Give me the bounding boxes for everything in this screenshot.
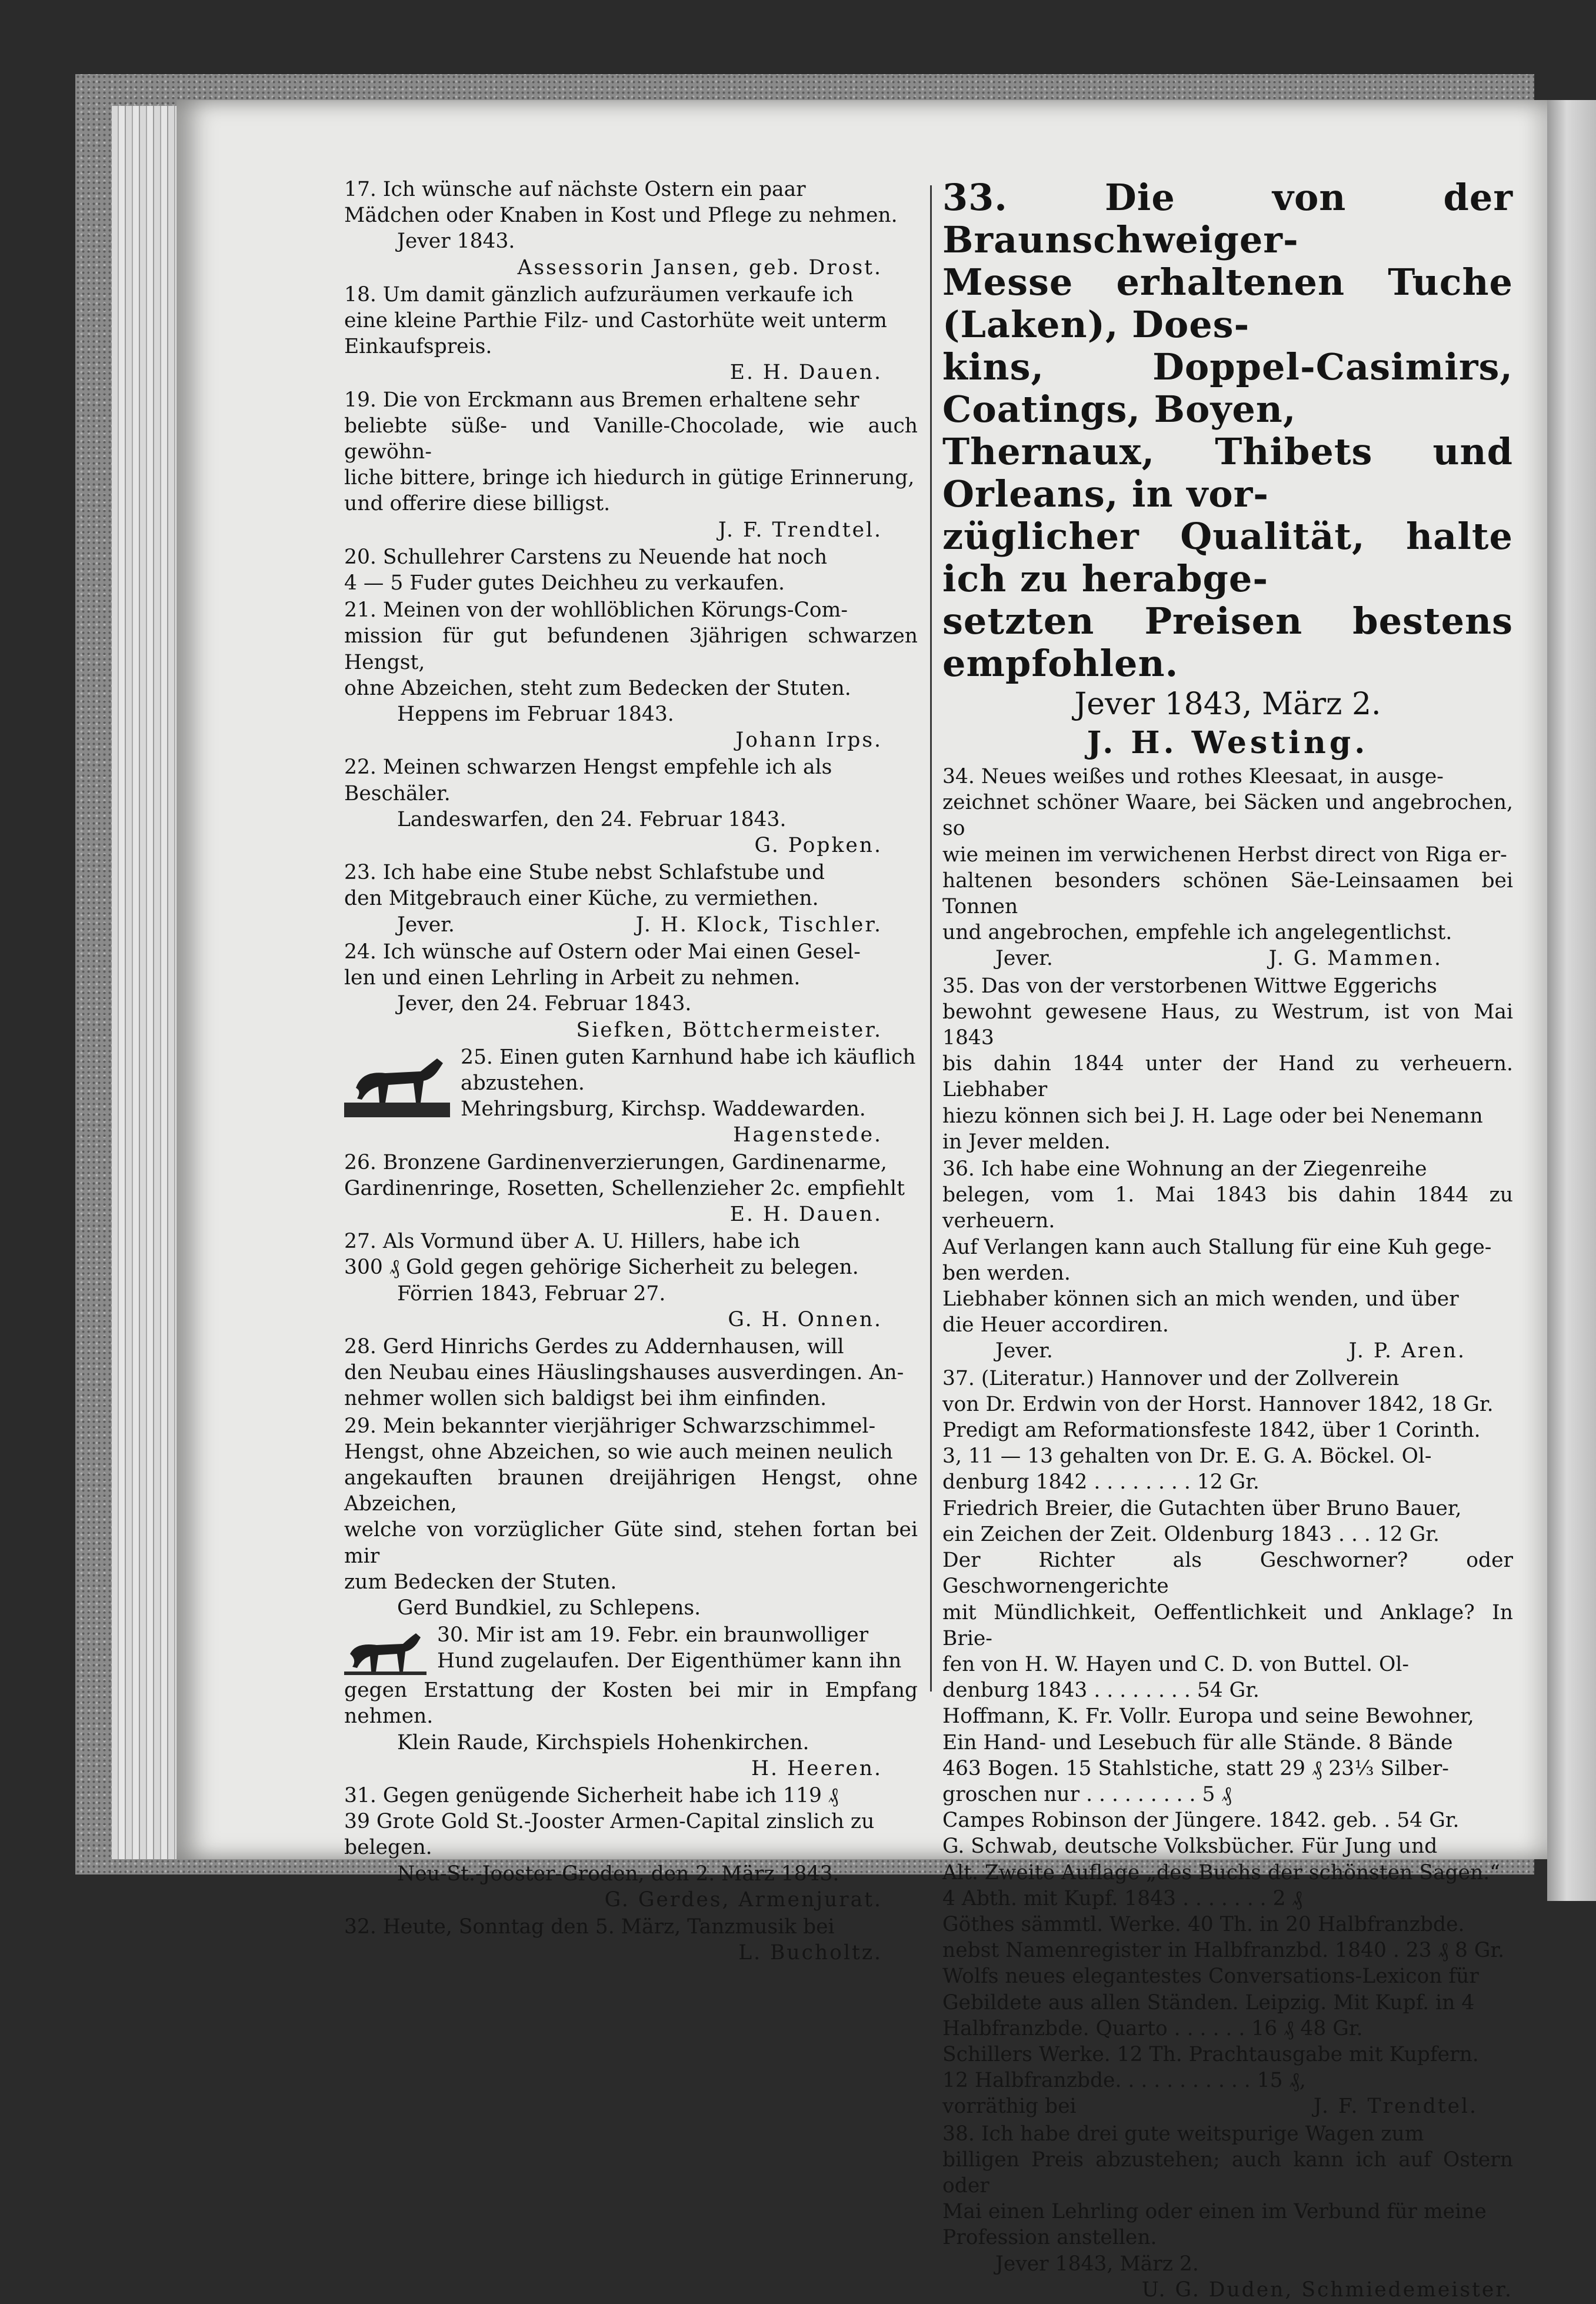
notice-25	[344, 1044, 918, 1148]
notice-text: Der Richter als Geschworner? oder Geschwornengerichte	[942, 1549, 1513, 1599]
left-column	[344, 177, 918, 1967]
notice-text: 17. Ich wünsche auf nächste Ostern ein paar	[344, 178, 806, 201]
notice-text: zum Bedecken der Stuten.	[344, 1570, 617, 1594]
notice-place	[942, 945, 1513, 971]
notice-place-text: Jever.	[397, 913, 455, 937]
notice-text-part: vorräthig bei	[942, 2095, 1077, 2119]
notice-text: Messe erhaltenen Tuche (Laken), Does-	[942, 261, 1513, 346]
notice-text: und angebrochen, empfehle ich angelegentlichst.	[942, 921, 1452, 945]
notice-signature: L. Bucholtz.	[738, 1941, 882, 1965]
notice-text: 31. Gegen genügende Sicherheit habe ich 119 ₰	[344, 1783, 839, 1807]
notice-21	[344, 597, 918, 753]
notice-text: zeichnet schöner Waare, bei Säcken und angebrochen, so	[942, 791, 1513, 841]
notice-text: 4 — 5 Fuder gutes Deichheu zu verkaufen.	[344, 571, 785, 595]
notice-signature: Siefken, Böttchermeister.	[576, 1018, 882, 1042]
notice-text: züglicher Qualität, halte ich zu herabge-	[942, 515, 1513, 600]
notice-18	[344, 282, 918, 386]
notice-place	[942, 1338, 1513, 1364]
notice-text: Göthes sämmtl. Werke. 40 Th. in 20 Halbfranzbde.	[942, 1912, 1465, 1936]
notice-text: kins, Doppel-Casimirs, Coatings, Boyen,	[942, 345, 1513, 431]
notice-text: 33. Die von der Braunschweiger-	[942, 176, 1513, 261]
notice-text: haltenen besonders schönen Säe-Leinsaamen bei Tonnen	[942, 868, 1513, 919]
notice-place: Förrien 1843, Februar 27.	[397, 1281, 666, 1306]
notice-text: Wolfs neues elegantestes Conversations-Lexicon für	[942, 1965, 1479, 1989]
notice-text: 35. Das von der verstorbenen Wittwe Eggerichs	[942, 974, 1437, 998]
notice-32	[344, 1914, 918, 1966]
notice-text: hiezu können sich bei J. H. Lage oder bei Nenemann	[942, 1104, 1483, 1128]
notice-text: Campes Robinson der Jüngere. 1842. geb. . 54 Gr.	[942, 1809, 1460, 1833]
notice-text: den Mitgebrauch einer Küche, zu vermiethen.	[344, 887, 819, 911]
notice-text: in Jever melden.	[942, 1130, 1111, 1154]
notice-text: 18. Um damit gänzlich aufzuräumen verkaufe ich	[344, 282, 854, 307]
notice-text: 300 ₰ Gold gegen gehörige Sicherheit zu belegen.	[344, 1256, 859, 1280]
notice-signature: E. H. Dauen.	[729, 361, 882, 385]
notice-place: Jever 1843, März 2.	[1074, 687, 1381, 722]
notice-text: Hoffmann, K. Fr. Vollr. Europa und seine Bewohner,	[942, 1704, 1474, 1729]
notice-text: belegen.	[344, 1836, 432, 1860]
notice-place: Heppens im Februar 1843.	[397, 702, 674, 727]
notice-24	[344, 939, 918, 1043]
notice-19	[344, 387, 918, 543]
notice-text: 28. Gerd Hinrichs Gerdes zu Addernhausen, will	[344, 1334, 844, 1359]
notice-text: 39 Grote Gold St.-Jooster Armen-Capital zinslich zu	[344, 1810, 875, 1834]
notice-text: setzten Preisen bestens empfohlen.	[942, 600, 1513, 685]
notice-31	[344, 1783, 918, 1913]
notice-text: abzustehen.	[461, 1071, 585, 1095]
notice-30	[344, 1622, 918, 1782]
notice-signature: J. H. Westing.	[1087, 725, 1369, 761]
notice-text: nehmer wollen sich baldigst bei ihm einfinden.	[344, 1387, 827, 1411]
notice-text: 37. (Literatur.) Hannover und der Zollverein	[942, 1366, 1400, 1390]
notice-text: nebst Namenregister in Halbfranzbd. 1840 . 23 ₰ 8 Gr.	[942, 1939, 1505, 1963]
notice-text: von Dr. Erdwin von der Horst. Hannover 1842, 18 Gr.	[942, 1392, 1494, 1416]
notice-text: 34. Neues weißes und rothes Kleesaat, in ausge-	[942, 765, 1444, 788]
notice-text: Ein Hand- und Lesebuch für alle Stände. 8 Bände	[942, 1730, 1453, 1754]
notice-text: und offerire diese billigst.	[344, 492, 611, 516]
notice-signature: Gerd Bundkiel, zu Schlepens.	[397, 1596, 701, 1620]
notice-text: beliebte süße- und Vanille-Chocolade, wie auch gewöhn-	[344, 414, 918, 464]
notice-text: 21. Meinen von der wohllöblichen Körungs-Com-	[344, 598, 848, 622]
notice-text: 30. Mir ist am 19. Febr. ein braunwolliger	[437, 1623, 869, 1647]
notice-text: Gardinenringe, Rosetten, Schellenzieher 2c. empfiehlt	[344, 1176, 905, 1200]
notice-36	[942, 1156, 1513, 1364]
notice-text: Halbfranzbde. Quarto . . . . . . 16 ₰ 48 Gr.	[942, 2016, 1363, 2040]
dog-woodcut-icon	[344, 1624, 427, 1677]
notice-place	[344, 912, 918, 938]
notice-35	[942, 973, 1513, 1155]
notice-text: angekauften braunen dreijährigen Hengst, ohne Abzeichen,	[344, 1466, 918, 1516]
notice-text: 4 Abth. mit Kupf. 1843 . . . . . . . 2 ₰	[942, 1886, 1302, 1910]
notice-text: Hund zugelaufen. Der Eigenthümer kann ihn	[437, 1649, 902, 1673]
notice-text: ein Zeichen der Zeit. Oldenburg 1843 . . . 12 Gr.	[942, 1522, 1440, 1546]
notice-place: Klein Raude, Kirchspiels Hohenkirchen.	[397, 1730, 809, 1754]
notice-text: belegen, vom 1. Mai 1843 bis dahin 1844 zu verheuern.	[942, 1183, 1513, 1233]
notice-37-literature	[942, 1366, 1513, 2120]
notice-text: fen von H. W. Hayen und C. D. von Buttel. Ol-	[942, 1652, 1410, 1676]
notice-place: Mehringsburg, Kirchsp. Waddewarden.	[461, 1097, 866, 1121]
notice-text: G. Schwab, deutsche Volksbücher. Für Jung und	[942, 1834, 1438, 1859]
notice-27	[344, 1228, 918, 1333]
notice-text: bis dahin 1844 unter der Hand zu verheuern. Liebhaber	[942, 1052, 1513, 1102]
right-column	[942, 177, 1513, 2304]
notice-signature: J. F. Trendtel.	[718, 518, 882, 542]
notice-text: len und einen Lehrling in Arbeit zu nehmen.	[344, 966, 801, 990]
notice-text: 23. Ich habe eine Stube nebst Schlafstube und	[344, 861, 825, 885]
notice-signature: J. F. Trendtel.	[1313, 2095, 1478, 2119]
notice-33	[942, 177, 1513, 763]
notice-text: 32. Heute, Sonntag den 5. März, Tanzmusik bei	[344, 1915, 835, 1939]
notice-text: Predigt am Reformationsfeste 1842, über 1 Corinth.	[942, 1419, 1481, 1443]
notice-text: die Heuer accordiren.	[942, 1313, 1169, 1337]
notice-text: den Neubau eines Häuslingshauses ausverdingen. An-	[344, 1361, 904, 1385]
notice-text: denburg 1842 . . . . . . . . 12 Gr.	[942, 1470, 1260, 1494]
notice-text: mission für gut befundenen 3jährigen schwarzen Hengst,	[344, 624, 918, 674]
notice-text: billigen Preis abzustehen; auch kann ich auf Ostern oder	[942, 2147, 1513, 2198]
notice-text: Hengst, ohne Abzeichen, so wie auch meinen neulich	[344, 1440, 893, 1464]
notice-place-text: Jever.	[995, 1339, 1053, 1363]
notice-text: 19. Die von Erckmann aus Bremen erhaltene sehr	[344, 388, 859, 412]
notice-signature: G. Gerdes, Armenjurat.	[604, 1887, 882, 1912]
notice-signature: E. H. Dauen.	[729, 1202, 882, 1226]
notice-place: Jever 1843, März 2.	[995, 2252, 1199, 2276]
notice-text: Profession anstellen.	[942, 2226, 1157, 2250]
notice-text: groschen nur . . . . . . . . . 5 ₰	[942, 1782, 1232, 1806]
notice-signature: J. H. Klock, Tischler.	[635, 913, 882, 937]
notice-text: 36. Ich habe eine Wohnung an der Ziegenreihe	[942, 1157, 1427, 1181]
notice-text: Alt. Zweite Auflage „des Buchs der schönsten Sagen.“	[942, 1860, 1500, 1885]
notice-place: Jever 1843.	[397, 229, 515, 254]
notice-text: bewohnt gewesene Haus, zu Westrum, ist von Mai 1843	[942, 1000, 1513, 1050]
notice-text: Mai einen Lehrling oder einen im Verbund für meine	[942, 2200, 1487, 2224]
notice-text: Thernaux, Thibets und Orleans, in vor-	[942, 430, 1513, 515]
notice-signature: Johann Irps.	[735, 728, 882, 753]
notice-text: 25. Einen guten Karnhund habe ich käuflich	[461, 1045, 916, 1069]
notice-text: Liebhaber können sich an mich wenden, und über	[942, 1287, 1459, 1311]
notice-text: Friedrich Breier, die Gutachten über Bruno Bauer,	[942, 1496, 1462, 1520]
column-divider	[930, 185, 932, 1692]
notice-text: gegen Erstattung der Kosten bei mir in Empfang nehmen.	[344, 1679, 918, 1729]
notice-text: 29. Mein bekannter vierjähriger Schwarzschimmel-	[344, 1414, 876, 1438]
notice-text: wie meinen im verwichenen Herbst direct von Riga er-	[942, 843, 1507, 867]
notice-text: 27. Als Vormund über A. U. Hillers, habe ich	[344, 1230, 801, 1254]
notice-38	[942, 2121, 1513, 2303]
notice-text: Einkaufspreis.	[344, 335, 492, 359]
notice-text: liche bittere, bringe ich hiedurch in gütige Erinnerung,	[344, 466, 915, 490]
notice-text: 38. Ich habe drei gute weitspurige Wagen zum	[942, 2122, 1424, 2146]
notice-20	[344, 544, 918, 596]
notice-text: 22. Meinen schwarzen Hengst empfehle ich als	[344, 755, 832, 780]
notice-text: welche von vorzüglicher Güte sind, stehen fortan bei mir	[344, 1518, 918, 1568]
notice-signature: Hagenstede.	[733, 1123, 882, 1147]
notice-text: ohne Abzeichen, steht zum Bedecken der Stuten.	[344, 676, 851, 700]
notice-text: Mädchen oder Knaben in Kost und Pflege zu nehmen.	[344, 204, 898, 228]
notice-34	[942, 764, 1513, 972]
notice-text: 12 Halbfranzbde. . . . . . . . . . . 15 ₰,	[942, 2069, 1306, 2093]
notice-17	[344, 177, 918, 281]
notice-28	[344, 1334, 918, 1412]
notice-text: 463 Bogen. 15 Stahlstiche, statt 29 ₰ 23⅓ Silber-	[942, 1756, 1449, 1780]
notice-text: Schillers Werke. 12 Th. Prachtausgabe mit Kupfern.	[942, 2042, 1479, 2066]
notice-signature: H. Heeren.	[751, 1756, 882, 1780]
book-gutter	[1547, 100, 1596, 1901]
notice-text: mit Mündlichkeit, Oeffentlichkeit und Anklage? In Brie-	[942, 1600, 1513, 1650]
notice-text: 24. Ich wünsche auf Ostern oder Mai einen Gesel-	[344, 940, 861, 964]
notice-signature: U. G. Duden, Schmiedemeister.	[1141, 2278, 1513, 2302]
notice-place: Landeswarfen, den 24. Februar 1843.	[397, 807, 787, 831]
notice-26	[344, 1150, 918, 1228]
notice-text: eine kleine Parthie Filz- und Castorhüte weit unterm	[344, 309, 887, 333]
notice-29	[344, 1413, 918, 1622]
display-advert	[942, 177, 1513, 685]
notice-text: Beschäler.	[344, 781, 451, 805]
notice-22	[344, 754, 918, 858]
notice-signature: G. H. Onnen.	[728, 1307, 882, 1331]
notice-text: 26. Bronzene Gardinenverzierungen, Gardinenarme,	[344, 1150, 887, 1174]
notice-text: 3, 11 — 13 gehalten von Dr. E. G. A. Böckel. Ol-	[942, 1444, 1432, 1469]
notice-text: Gebildete aus allen Ständen. Leipzig. Mit Kupf. in 4	[942, 1990, 1475, 2015]
notice-place: Jever, den 24. Februar 1843.	[397, 992, 692, 1016]
notice-text: 20. Schullehrer Carstens zu Neuende hat noch	[344, 545, 828, 569]
notice-23	[344, 860, 918, 938]
notice-place-text: Jever.	[995, 947, 1053, 971]
notice-signature: G. Popken.	[754, 834, 882, 858]
notice-signature: J. G. Mammen.	[1268, 947, 1442, 971]
dog-woodcut-icon	[344, 1047, 450, 1117]
notice-text: ben werden.	[942, 1261, 1071, 1285]
notice-signature: J. P. Aren.	[1348, 1339, 1466, 1363]
notice-place: Neu-St.-Jooster-Groden, den 2. März 1843.	[397, 1862, 839, 1886]
notice-text	[942, 2093, 1513, 2119]
notice-signature: Assessorin Jansen, geb. Drost.	[517, 255, 882, 279]
notice-text: denburg 1843 . . . . . . . . 54 Gr.	[942, 1679, 1260, 1703]
notice-text: Auf Verlangen kann auch Stallung für eine Kuh gege-	[942, 1235, 1492, 1259]
